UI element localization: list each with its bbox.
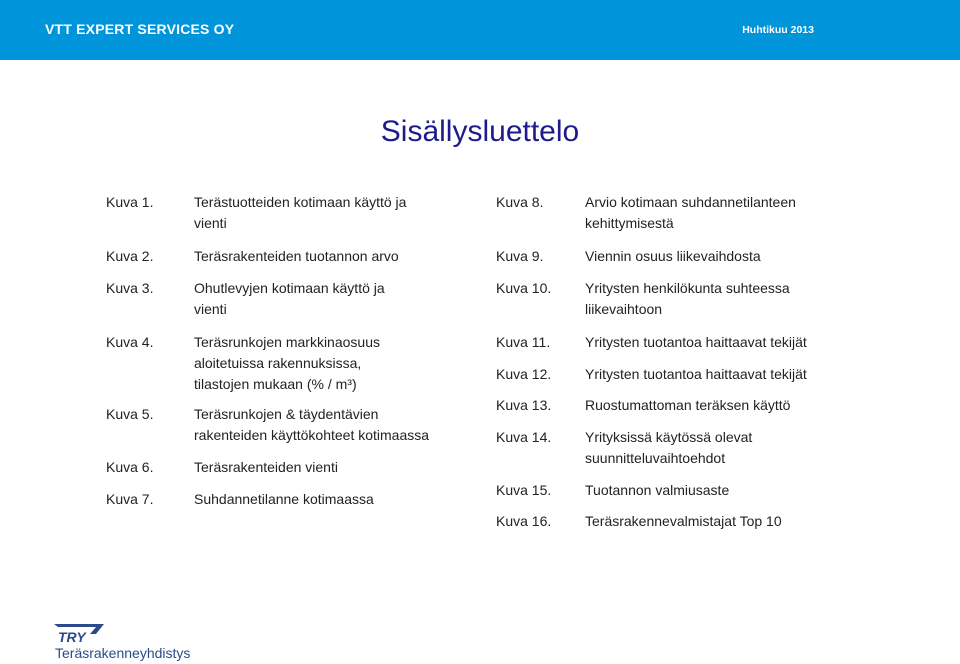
report-date: Huhtikuu 2013 xyxy=(742,24,814,36)
toc-number: Kuva 4. xyxy=(106,334,154,350)
toc-text: Arvio kotimaan suhdannetilanteen kehittymisestä xyxy=(585,194,796,231)
try-logo-mark-icon xyxy=(50,624,110,646)
company-name: VTT EXPERT SERVICES OY xyxy=(45,21,235,37)
toc-number: Kuva 6. xyxy=(106,459,154,475)
toc-number: Kuva 12. xyxy=(496,366,552,382)
toc-text: Yritysten henkilökunta suhteessa liikevaihtoon xyxy=(585,280,790,317)
toc-text: Yrityksissä käytössä olevat suunnitteluvaihtoehdot xyxy=(585,429,753,466)
toc-number: Kuva 11. xyxy=(496,334,551,350)
svg-text:TRY: TRY xyxy=(58,629,86,645)
toc-number: Kuva 3. xyxy=(106,280,154,296)
toc-text: Suhdannetilanne kotimaassa xyxy=(194,491,374,507)
toc-number: Kuva 5. xyxy=(106,406,154,422)
toc-text: Teräsrunkojen & täydentävien rakenteiden käyttökohteet kotimaassa xyxy=(194,406,430,443)
toc-number: Kuva 7. xyxy=(106,491,154,507)
toc-text: Teräsrakenteiden tuotannon arvo xyxy=(194,248,399,264)
toc-number: Kuva 14. xyxy=(496,429,552,445)
toc-number: Kuva 15. xyxy=(496,482,552,498)
toc-text: Teräsrakenteiden vienti xyxy=(194,459,338,475)
toc-text: Ohutlevyjen kotimaan käyttö ja vienti xyxy=(194,280,385,317)
page-title: Sisällysluettelo xyxy=(380,115,580,148)
toc-text: Ruostumattoman teräksen käyttö xyxy=(585,397,791,413)
toc-number: Kuva 10. xyxy=(496,280,552,296)
try-logo xyxy=(50,624,210,664)
toc-text: Teräsrunkojen markkinaosuus aloitetuissa rakennuksissa, tilastojen mukaan (% / m³) xyxy=(194,334,380,392)
toc-number: Kuva 8. xyxy=(496,194,544,210)
toc-text: Teräsrakennevalmistajat Top 10 xyxy=(585,513,782,529)
toc-number: Kuva 16. xyxy=(496,513,552,529)
toc-text: Yritysten tuotantoa haittaavat tekijät xyxy=(585,334,807,350)
toc-number: Kuva 1. xyxy=(106,194,154,210)
toc-text: Yritysten tuotantoa haittaavat tekijät xyxy=(585,366,807,382)
toc-text: Tuotannon valmiusaste xyxy=(585,482,730,498)
toc-number: Kuva 2. xyxy=(106,248,154,264)
logo-text: Teräsrakenneyhdistys xyxy=(55,645,191,661)
toc-text: Terästuotteiden kotimaan käyttö ja vienti xyxy=(194,194,407,231)
toc-text: Viennin osuus liikevaihdosta xyxy=(585,248,761,264)
toc-number: Kuva 9. xyxy=(496,248,544,264)
header-bar xyxy=(0,0,960,60)
toc-number: Kuva 13. xyxy=(496,397,552,413)
